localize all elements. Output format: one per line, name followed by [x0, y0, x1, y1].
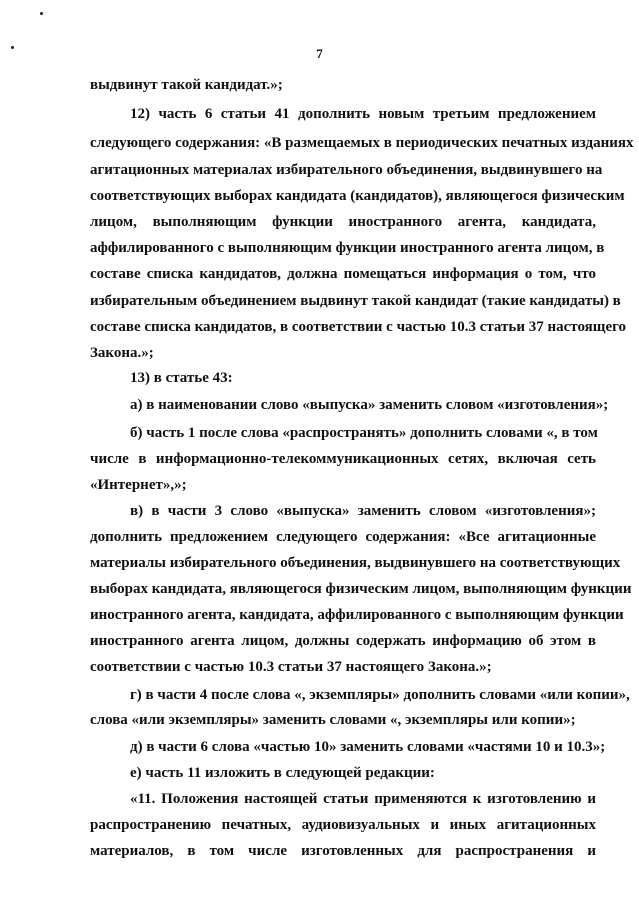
text-line: распространению печатных, аудиовизуальных и иных агитационных: [90, 817, 596, 833]
text-line: выборах кандидата, являющегося физическим лицом, выполняющим функции: [90, 581, 632, 597]
text-line: агитационных материалах избирательного объединения, выдвинувшего на: [90, 162, 603, 178]
text-line: составе списка кандидатов, в соответствии с частью 10.3 статьи 37 настоящего: [90, 319, 627, 335]
text-line: дополнить предложением следующего содержания: «Все агитационные: [90, 529, 596, 545]
text-line: д) в части 6 слова «частью 10» заменить словами «частями 10 и 10.3»;: [130, 739, 606, 755]
text-line: соответствующих выборах кандидата (кандидатов), являющегося физическим: [90, 188, 625, 204]
text-line: избирательным объединением выдвинут такой кандидат (такие кандидаты) в: [90, 293, 621, 309]
text-line: числе в информационно-телекоммуникационных сетях, включая сеть: [90, 451, 596, 467]
page-number: 7: [316, 46, 323, 61]
text-line: «11. Положения настоящей статьи применяются к изготовлению и: [130, 791, 596, 807]
text-line: материалов, в том числе изготовленных для распространения и: [90, 843, 596, 859]
text-line: аффилированного с выполняющим функции иностранного агента лицом, в: [90, 240, 605, 256]
text-line: в) в части 3 слово «выпуска» заменить словом «изготовления»;: [130, 503, 596, 519]
text-line: иностранного агента лицом, должны содержать информацию об этом в: [90, 633, 596, 649]
text-line: Закона.»;: [90, 345, 154, 361]
text-line: 13) в статье 43:: [130, 370, 233, 386]
text-line: «Интернет»,»;: [90, 477, 187, 493]
text-line: материалы избирательного объединения, выдвинувшего на соответствующих: [90, 555, 621, 571]
text-line: г) в части 4 после слова «, экземпляры» дополнить словами «или копии»,: [130, 687, 630, 703]
text-line: лицом, выполняющим функции иностранного агента, кандидата,: [90, 214, 596, 230]
text-line: выдвинут такой кандидат.»;: [90, 77, 283, 93]
text-line: следующего содержания: «В размещаемых в периодических печатных изданиях: [90, 135, 634, 151]
scan-speck: [40, 12, 43, 15]
text-line: слова «или экземпляры» заменить словами «, экземпляры или копии»;: [90, 712, 576, 728]
text-line: е) часть 11 изложить в следующей редакции:: [130, 765, 435, 781]
text-line: а) в наименовании слово «выпуска» заменить словом «изготовления»;: [130, 397, 609, 413]
text-line: составе списка кандидатов, должна помещаться информация о том, что: [90, 266, 596, 282]
text-line: иностранного агента, кандидата, аффилированного с выполняющим функции: [90, 607, 624, 623]
text-line: б) часть 1 после слова «распространять» дополнить словами «, в том: [130, 425, 598, 441]
text-line: 12) часть 6 статьи 41 дополнить новым третьим предложением: [130, 106, 596, 122]
text-line: соответствии с частью 10.3 статьи 37 настоящего Закона.»;: [90, 659, 492, 675]
